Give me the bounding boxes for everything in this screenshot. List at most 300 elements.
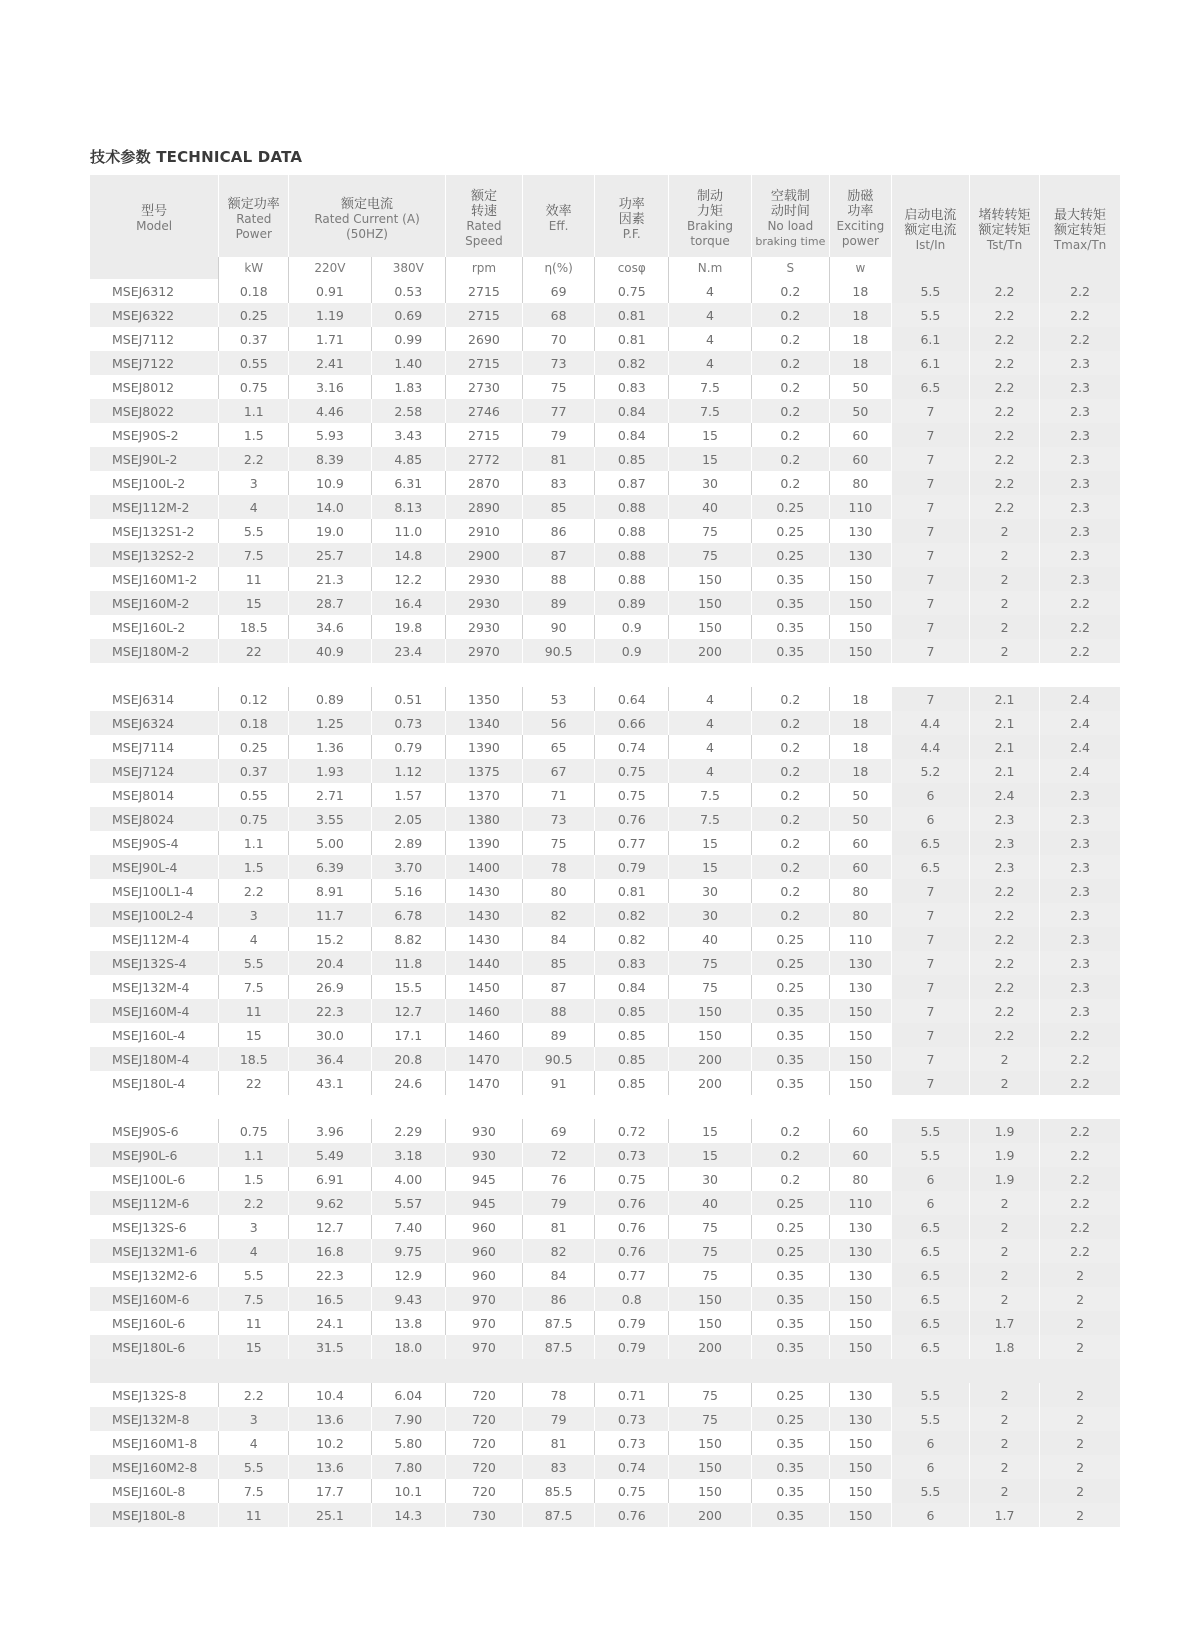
- cell-current-220v: 13.6: [289, 1455, 371, 1479]
- cell-stall: 2.2: [970, 879, 1040, 903]
- cell-stall: 2.2: [970, 999, 1040, 1023]
- cell-model: MSEJ132M-8: [90, 1407, 219, 1431]
- cell-current-220v: 1.19: [289, 303, 371, 327]
- cell-eff: 73: [523, 807, 595, 831]
- cell-model: MSEJ112M-4: [112, 931, 190, 947]
- cell-speed: 960: [445, 1239, 522, 1263]
- cell-speed: 1440: [445, 951, 522, 975]
- cell-model: MSEJ8024: [90, 807, 219, 831]
- cell-model: MSEJ6312: [112, 283, 175, 299]
- cell-current-220v: 2.71: [289, 783, 371, 807]
- cell-excite: 150: [829, 591, 891, 615]
- cell-eff: 88: [523, 999, 595, 1023]
- cell-brake: 4: [669, 303, 751, 327]
- cell-pf: 0.88: [595, 567, 669, 591]
- table-row: [90, 543, 1120, 567]
- cell-model: MSEJ112M-2: [90, 495, 219, 519]
- cell-brake: 150: [669, 1311, 751, 1335]
- cell-speed: 930: [445, 1119, 522, 1143]
- cell-current-220v: 34.6: [289, 615, 371, 639]
- header-stall-en: Tst/Tn: [986, 237, 1023, 252]
- cell-brake: 200: [669, 1071, 751, 1095]
- cell-excite: 130: [829, 519, 891, 543]
- cell-model: MSEJ7122: [90, 351, 219, 375]
- cell-stall: 2: [970, 519, 1040, 543]
- cell-model: MSEJ180L-8: [90, 1503, 219, 1527]
- cell-stall: 1.9: [970, 1167, 1040, 1191]
- cell-eff: 73: [523, 351, 595, 375]
- cell-noload: 0.2: [751, 687, 829, 711]
- table-row: [90, 1143, 1120, 1167]
- cell-start: 6: [891, 1431, 969, 1455]
- header-excite-en2: power: [841, 234, 879, 248]
- cell-power: 0.25: [219, 303, 289, 327]
- cell-brake: 15: [669, 1119, 751, 1143]
- table-row: [90, 927, 1120, 951]
- cell-current-220v: 0.91: [289, 279, 371, 303]
- cell-pf: 0.75: [595, 1479, 669, 1503]
- cell-eff: 86: [523, 1287, 595, 1311]
- cell-power: 11: [219, 1311, 289, 1335]
- cell-power: 2.2: [219, 879, 289, 903]
- header-max-zh1: 最大转矩: [1054, 207, 1107, 223]
- cell-speed: 2715: [445, 423, 522, 447]
- cell-model: MSEJ132M-4: [112, 979, 190, 995]
- cell-current-380v: 9.75: [371, 1239, 445, 1263]
- cell-noload: 0.2: [751, 375, 829, 399]
- cell-model: MSEJ160M1-2: [112, 571, 198, 587]
- cell-eff: 82: [523, 903, 595, 927]
- cell-max: 2.3: [1040, 927, 1120, 951]
- cell-power: 0.75: [219, 1119, 289, 1143]
- cell-start: 7: [891, 975, 969, 999]
- cell-pf: 0.76: [595, 807, 669, 831]
- cell-stall: 2: [970, 567, 1040, 591]
- cell-power: 0.75: [219, 807, 289, 831]
- cell-noload: 0.25: [751, 495, 829, 519]
- cell-max: 2.2: [1040, 1023, 1120, 1047]
- cell-pf: 0.82: [595, 351, 669, 375]
- cell-current-380v: 5.57: [371, 1191, 445, 1215]
- cell-current-380v: 0.53: [371, 279, 445, 303]
- cell-brake: 200: [669, 1503, 751, 1527]
- cell-brake: 150: [669, 1023, 751, 1047]
- cell-start: 7: [891, 495, 969, 519]
- cell-current-220v: 19.0: [289, 519, 371, 543]
- header-start-zh1: 启动电流: [904, 207, 957, 223]
- cell-excite: 130: [829, 1263, 891, 1287]
- cell-model: MSEJ160M-2: [90, 591, 219, 615]
- cell-model: MSEJ180M-2: [90, 639, 219, 663]
- cell-brake: 15: [669, 423, 751, 447]
- cell-current-380v: 1.12: [371, 759, 445, 783]
- cell-brake: 150: [669, 615, 751, 639]
- cell-power: 4: [219, 927, 289, 951]
- cell-speed: 2970: [445, 639, 522, 663]
- cell-eff: 82: [523, 1239, 595, 1263]
- cell-brake: 150: [669, 567, 751, 591]
- cell-max: 2.4: [1040, 759, 1120, 783]
- cell-max: 2: [1040, 1383, 1120, 1407]
- cell-pf: 0.77: [595, 1263, 669, 1287]
- cell-excite: 150: [829, 567, 891, 591]
- cell-model: MSEJ132M2-6: [112, 1267, 198, 1283]
- cell-start: 4.4: [891, 711, 969, 735]
- cell-current-380v: 0.51: [371, 687, 445, 711]
- unit-excite: w: [829, 257, 891, 279]
- cell-noload: 0.25: [751, 519, 829, 543]
- cell-noload: 0.35: [751, 1047, 829, 1071]
- header-start: [891, 175, 969, 279]
- table-row: [90, 1383, 1120, 1407]
- cell-brake: 75: [669, 1263, 751, 1287]
- cell-eff: 79: [523, 423, 595, 447]
- cell-noload: 0.35: [751, 1479, 829, 1503]
- table-row: [90, 1191, 1120, 1215]
- cell-stall: 2: [970, 1071, 1040, 1095]
- cell-pf: 0.81: [595, 327, 669, 351]
- header-stall-zh1: 堵转转矩: [978, 207, 1031, 223]
- cell-model: MSEJ180L-6: [90, 1335, 219, 1359]
- cell-model: MSEJ90L-6: [90, 1143, 219, 1167]
- cell-model: MSEJ90S-6: [112, 1123, 179, 1139]
- cell-speed: 1430: [445, 927, 522, 951]
- header-eff: [523, 175, 595, 257]
- cell-noload: 0.2: [751, 351, 829, 375]
- table-row: [90, 303, 1120, 327]
- header-power: [219, 175, 289, 257]
- cell-current-220v: 8.91: [289, 879, 371, 903]
- header-model-en: Model: [136, 219, 173, 233]
- cell-excite: 150: [829, 1479, 891, 1503]
- table-row: [90, 1503, 1120, 1527]
- cell-brake: 30: [669, 879, 751, 903]
- cell-current-220v: 36.4: [289, 1047, 371, 1071]
- cell-start: 7: [891, 423, 969, 447]
- cell-excite: 150: [829, 615, 891, 639]
- cell-current-220v: 40.9: [289, 639, 371, 663]
- cell-current-220v: 3.96: [289, 1119, 371, 1143]
- cell-noload: 0.35: [751, 1455, 829, 1479]
- cell-current-220v: 12.7: [289, 1215, 371, 1239]
- cell-start: 7: [891, 447, 969, 471]
- cell-eff: 72: [523, 1143, 595, 1167]
- cell-power: 5.5: [219, 1455, 289, 1479]
- cell-pf: 0.79: [595, 855, 669, 879]
- table-row: [90, 1407, 1120, 1431]
- cell-power: 18.5: [219, 1047, 289, 1071]
- cell-stall: 2.2: [970, 279, 1040, 303]
- cell-max: 2.3: [1040, 951, 1120, 975]
- cell-current-380v: 0.73: [371, 711, 445, 735]
- cell-current-380v: 23.4: [371, 639, 445, 663]
- cell-pf: 0.9: [595, 639, 669, 663]
- cell-eff: 53: [523, 687, 595, 711]
- page-title: 技术参数 TECHNICAL DATA: [90, 148, 303, 166]
- technical-data-table: [90, 175, 1120, 1527]
- cell-noload: 0.35: [751, 1263, 829, 1287]
- header-power-en1: Rated: [236, 211, 272, 226]
- cell-power: 1.1: [219, 1143, 289, 1167]
- cell-current-220v: 43.1: [289, 1071, 371, 1095]
- cell-current-220v: 21.3: [289, 567, 371, 591]
- cell-excite: 150: [829, 1335, 891, 1359]
- cell-eff: 85: [523, 951, 595, 975]
- cell-speed: 2930: [445, 567, 522, 591]
- cell-noload: 0.25: [751, 1215, 829, 1239]
- cell-pf: 0.72: [595, 1119, 669, 1143]
- cell-power: 5.5: [219, 1263, 289, 1287]
- header-pf-en: P.F.: [622, 226, 641, 241]
- header-speed-zh1: 额定: [470, 189, 497, 204]
- unit-pf: cosφ: [595, 257, 669, 279]
- cell-model: MSEJ7114: [112, 739, 175, 755]
- cell-max: 2.3: [1040, 543, 1120, 567]
- cell-brake: 4: [669, 711, 751, 735]
- cell-eff: 84: [523, 927, 595, 951]
- cell-pf: 0.76: [595, 1503, 669, 1527]
- cell-current-220v: 1.25: [289, 711, 371, 735]
- cell-current-220v: 2.41: [289, 351, 371, 375]
- cell-excite: 80: [829, 471, 891, 495]
- cell-eff: 89: [523, 1023, 595, 1047]
- table-row: [90, 1167, 1120, 1191]
- header-noload: [751, 175, 829, 257]
- cell-eff: 68: [523, 303, 595, 327]
- cell-max: 2.4: [1040, 687, 1120, 711]
- cell-max: 2.3: [1040, 351, 1120, 375]
- cell-eff: 87.5: [523, 1311, 595, 1335]
- cell-start: 6: [891, 1503, 969, 1527]
- cell-speed: 2715: [445, 351, 522, 375]
- cell-start: 4.4: [891, 735, 969, 759]
- cell-speed: 1460: [445, 999, 522, 1023]
- cell-noload: 0.25: [751, 1383, 829, 1407]
- cell-start: 7: [891, 471, 969, 495]
- cell-power: 0.55: [219, 783, 289, 807]
- cell-model: MSEJ132S-6: [112, 1219, 187, 1235]
- cell-eff: 88: [523, 567, 595, 591]
- cell-model: MSEJ160M-6: [90, 1287, 219, 1311]
- cell-model: MSEJ132S2-2: [90, 543, 219, 567]
- cell-eff: 81: [523, 1431, 595, 1455]
- cell-stall: 2.2: [970, 471, 1040, 495]
- cell-current-380v: 12.2: [371, 567, 445, 591]
- cell-max: 2.3: [1040, 519, 1120, 543]
- cell-pf: 0.82: [595, 927, 669, 951]
- cell-stall: 2.2: [970, 495, 1040, 519]
- separator-cell: [90, 663, 1120, 687]
- cell-power: 7.5: [219, 975, 289, 999]
- cell-model: MSEJ160M-4: [90, 999, 219, 1023]
- cell-current-220v: 25.7: [289, 543, 371, 567]
- header-max: [1040, 175, 1120, 279]
- cell-model: MSEJ6324: [90, 711, 219, 735]
- cell-start: 7: [891, 519, 969, 543]
- cell-current-220v: 17.7: [289, 1479, 371, 1503]
- cell-current-220v: 10.9: [289, 471, 371, 495]
- cell-excite: 18: [829, 303, 891, 327]
- cell-noload: 0.25: [751, 1191, 829, 1215]
- cell-noload: 0.35: [751, 1311, 829, 1335]
- cell-max: 2.2: [1040, 303, 1120, 327]
- cell-noload: 0.2: [751, 903, 829, 927]
- cell-brake: 4: [669, 279, 751, 303]
- cell-speed: 2910: [445, 519, 522, 543]
- cell-speed: 1390: [445, 735, 522, 759]
- cell-eff: 90: [523, 615, 595, 639]
- cell-current-380v: 17.1: [371, 1023, 445, 1047]
- cell-max: 2.3: [1040, 399, 1120, 423]
- cell-stall: 2: [970, 639, 1040, 663]
- cell-stall: 2: [970, 1215, 1040, 1239]
- cell-power: 2.2: [219, 1191, 289, 1215]
- table-row: [90, 1215, 1120, 1239]
- cell-excite: 150: [829, 1455, 891, 1479]
- cell-current-220v: 10.2: [289, 1431, 371, 1455]
- table-row: [90, 567, 1120, 591]
- cell-noload: 0.2: [751, 759, 829, 783]
- table-row: [90, 735, 1120, 759]
- header-brake: [669, 175, 751, 257]
- cell-stall: 1.7: [970, 1503, 1040, 1527]
- cell-current-380v: 18.0: [371, 1335, 445, 1359]
- cell-model: MSEJ90L-2: [90, 447, 219, 471]
- cell-excite: 130: [829, 1239, 891, 1263]
- cell-stall: 2.2: [970, 351, 1040, 375]
- cell-stall: 2.1: [970, 711, 1040, 735]
- table-row: [90, 807, 1120, 831]
- cell-max: 2.3: [1040, 423, 1120, 447]
- cell-current-220v: 11.7: [289, 903, 371, 927]
- cell-power: 1.5: [219, 855, 289, 879]
- cell-eff: 65: [523, 735, 595, 759]
- cell-noload: 0.2: [751, 303, 829, 327]
- cell-model: MSEJ100L-6: [112, 1171, 186, 1187]
- cell-current-380v: 2.05: [371, 807, 445, 831]
- cell-power: 7.5: [219, 1287, 289, 1311]
- cell-start: 5.5: [891, 303, 969, 327]
- cell-model: MSEJ100L1-4: [112, 883, 194, 899]
- cell-max: 2.3: [1040, 783, 1120, 807]
- cell-current-380v: 19.8: [371, 615, 445, 639]
- cell-max: 2.2: [1040, 1071, 1120, 1095]
- cell-pf: 0.74: [595, 1455, 669, 1479]
- cell-excite: 150: [829, 1287, 891, 1311]
- table-row: [90, 279, 1120, 303]
- cell-stall: 2.2: [970, 447, 1040, 471]
- cell-start: 7: [891, 687, 969, 711]
- cell-current-380v: 13.8: [371, 1311, 445, 1335]
- header-stall: [970, 175, 1040, 279]
- cell-speed: 1390: [445, 831, 522, 855]
- cell-model: MSEJ160L-6: [112, 1315, 186, 1331]
- cell-eff: 83: [523, 471, 595, 495]
- cell-model: MSEJ112M-6: [90, 1191, 219, 1215]
- cell-excite: 130: [829, 1383, 891, 1407]
- cell-start: 7: [891, 399, 969, 423]
- cell-max: 2.4: [1040, 735, 1120, 759]
- cell-speed: 2772: [445, 447, 522, 471]
- cell-power: 1.1: [219, 831, 289, 855]
- cell-brake: 75: [669, 1407, 751, 1431]
- cell-eff: 83: [523, 1455, 595, 1479]
- cell-stall: 2.2: [970, 423, 1040, 447]
- cell-start: 7: [891, 1047, 969, 1071]
- cell-max: 2.2: [1040, 1143, 1120, 1167]
- cell-pf: 0.75: [595, 783, 669, 807]
- cell-brake: 75: [669, 1239, 751, 1263]
- cell-speed: 2930: [445, 615, 522, 639]
- cell-brake: 30: [669, 903, 751, 927]
- cell-start: 6.5: [891, 1239, 969, 1263]
- cell-brake: 4: [669, 351, 751, 375]
- cell-brake: 75: [669, 1215, 751, 1239]
- table-row: [90, 375, 1120, 399]
- cell-power: 0.37: [219, 759, 289, 783]
- cell-excite: 150: [829, 639, 891, 663]
- cell-current-380v: 0.79: [371, 735, 445, 759]
- cell-start: 6: [891, 1455, 969, 1479]
- header-excite: [829, 175, 891, 257]
- cell-speed: 1370: [445, 783, 522, 807]
- table-row: [90, 831, 1120, 855]
- cell-max: 2.3: [1040, 855, 1120, 879]
- cell-stall: 2.2: [970, 399, 1040, 423]
- cell-speed: 970: [445, 1287, 522, 1311]
- cell-current-380v: 4.85: [371, 447, 445, 471]
- table-row: [90, 1431, 1120, 1455]
- table-row: [90, 855, 1120, 879]
- cell-start: 6.5: [891, 831, 969, 855]
- cell-brake: 15: [669, 447, 751, 471]
- cell-model: MSEJ160M1-8: [112, 1435, 198, 1451]
- table-row: [90, 1335, 1120, 1359]
- cell-noload: 0.35: [751, 1335, 829, 1359]
- cell-current-380v: 0.69: [371, 303, 445, 327]
- header-speed-en1: Rated: [466, 219, 502, 233]
- cell-start: 7: [891, 543, 969, 567]
- cell-speed: 720: [445, 1407, 522, 1431]
- cell-start: 5.5: [891, 1479, 969, 1503]
- cell-start: 7: [891, 951, 969, 975]
- cell-current-220v: 0.89: [289, 687, 371, 711]
- cell-brake: 15: [669, 831, 751, 855]
- cell-noload: 0.2: [751, 783, 829, 807]
- cell-power: 0.12: [219, 687, 289, 711]
- cell-noload: 0.2: [751, 423, 829, 447]
- cell-brake: 200: [669, 1047, 751, 1071]
- cell-pf: 0.76: [595, 1191, 669, 1215]
- cell-power: 3: [219, 471, 289, 495]
- table-row: [90, 1119, 1120, 1143]
- table-header: [90, 175, 1120, 279]
- cell-stall: 2.1: [970, 759, 1040, 783]
- cell-brake: 7.5: [669, 399, 751, 423]
- cell-speed: 1350: [445, 687, 522, 711]
- cell-pf: 0.73: [595, 1143, 669, 1167]
- cell-noload: 0.2: [751, 711, 829, 735]
- cell-current-220v: 1.93: [289, 759, 371, 783]
- cell-max: 2.2: [1040, 591, 1120, 615]
- cell-speed: 2890: [445, 495, 522, 519]
- cell-stall: 1.9: [970, 1119, 1040, 1143]
- cell-pf: 0.88: [595, 543, 669, 567]
- cell-brake: 7.5: [669, 807, 751, 831]
- cell-stall: 2: [970, 1287, 1040, 1311]
- cell-power: 4: [219, 1431, 289, 1455]
- header-excite-zh2: 功率: [847, 204, 874, 219]
